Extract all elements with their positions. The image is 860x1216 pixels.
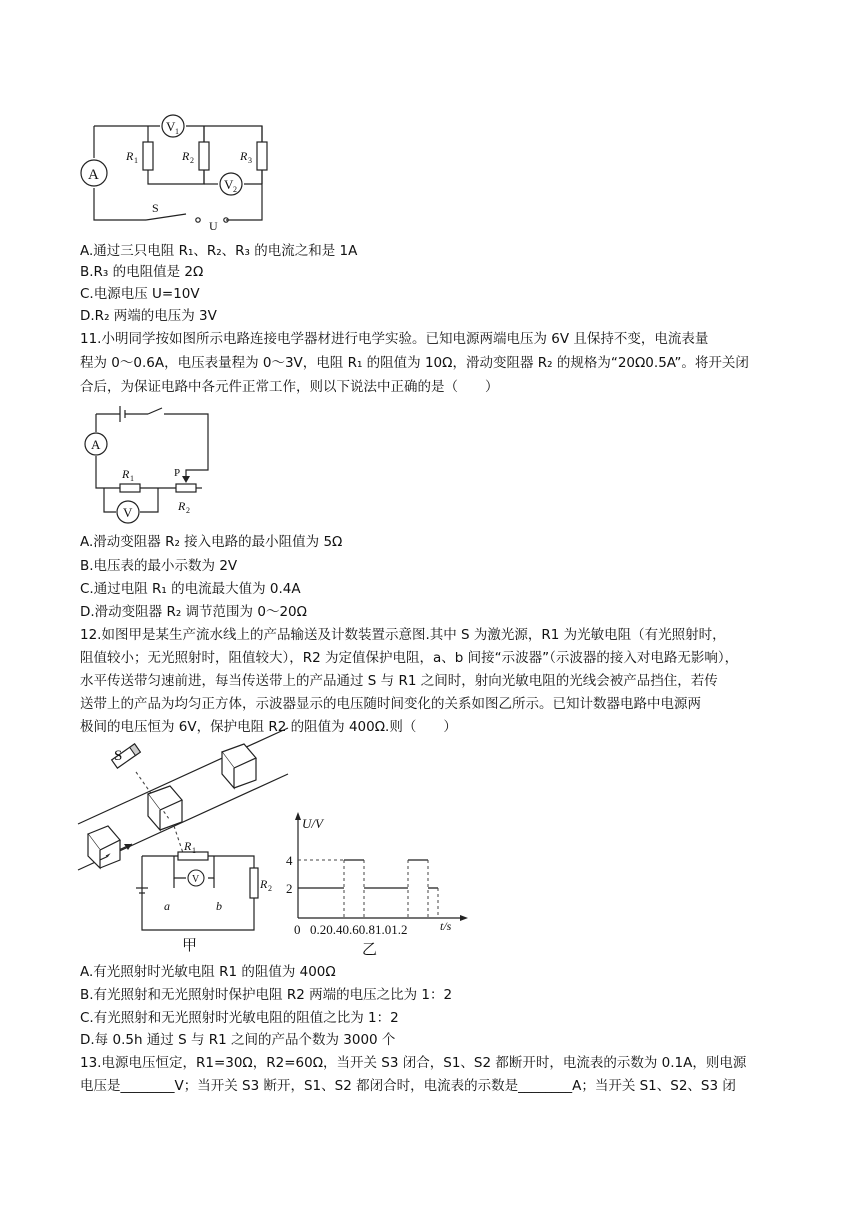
waveform bbox=[298, 860, 438, 888]
q12-stem-line-1: 12.如图甲是某生产流水线上的产品输送及计数装置示意图.其中 S 为激光源，R1 为光敏电阻（有光照射时， bbox=[80, 627, 726, 643]
svg-text:乙: 乙 bbox=[362, 940, 378, 958]
resistor-r3 bbox=[257, 142, 267, 170]
q11-stem-line-2: 程为 0～0.6A，电压表量程为 0～3V，电阻 R₁ 的阻值为 10Ω，滑动变阻器 R₂ 的规格为“20Ω0.5A”。将开关闭 bbox=[80, 355, 749, 371]
svg-text:1: 1 bbox=[134, 156, 138, 165]
svg-text:V: V bbox=[123, 505, 133, 520]
svg-text:S: S bbox=[152, 201, 159, 215]
svg-text:2: 2 bbox=[190, 156, 194, 165]
product-cube bbox=[148, 786, 182, 830]
q12-stem-line-4: 送带上的产品为均匀正方体，示波器显示的电压随时间变化的关系如图乙所示。已知计数器电路中电源两 bbox=[80, 696, 701, 712]
svg-text:U: U bbox=[209, 219, 218, 233]
svg-text:1: 1 bbox=[130, 474, 134, 483]
svg-text:R: R bbox=[182, 149, 190, 163]
svg-text:R: R bbox=[178, 499, 186, 513]
q11-option-b: B.电压表的最小示数为 2V bbox=[80, 558, 238, 574]
svg-text:R: R bbox=[126, 149, 134, 163]
svg-text:a: a bbox=[164, 899, 170, 913]
svg-text:t/s: t/s bbox=[440, 919, 452, 933]
svg-text:b: b bbox=[216, 899, 222, 913]
q10-option-d: D.R₂ 两端的电压为 3V bbox=[80, 308, 217, 324]
svg-text:甲: 甲 bbox=[182, 936, 198, 954]
svg-text:2: 2 bbox=[268, 884, 272, 893]
q11-option-a: A.滑动变阻器 R₂ 接入电路的最小阻值为 5Ω bbox=[80, 534, 343, 550]
svg-text:0: 0 bbox=[294, 922, 301, 937]
svg-text:R: R bbox=[260, 877, 268, 891]
svg-text:2: 2 bbox=[286, 881, 293, 896]
svg-text:4: 4 bbox=[286, 853, 293, 868]
q11-stem-line-1: 11.小明同学按如图所示电路连接电学器材进行电学实验。已知电源两端电压为 6V 且保持不变，电流表量 bbox=[80, 331, 709, 347]
resistor-r1 bbox=[143, 142, 153, 170]
q12-stem-line-3: 水平传送带匀速前进，每当传送带上的产品通过 S 与 R1 之间时，射向光敏电阻的光线会被产品挡住，若传 bbox=[80, 673, 718, 689]
svg-text:2: 2 bbox=[233, 185, 237, 194]
svg-text:R: R bbox=[240, 149, 248, 163]
svg-text:2: 2 bbox=[186, 506, 190, 515]
resistor-r1 bbox=[120, 484, 140, 492]
q10-option-b: B.R₃ 的电阻值是 2Ω bbox=[80, 264, 204, 280]
svg-text:0.20.40.60.81.01.2: 0.20.40.60.81.01.2 bbox=[310, 922, 408, 937]
svg-text:V: V bbox=[224, 177, 234, 192]
slide-rheostat-r2 bbox=[176, 484, 196, 492]
q12-stem-line-2: 阻值较小；无光照射时，阻值较大），R2 为定值保护电阻，a、b 间接“示波器”（示波器的接入对电路无影响）， bbox=[80, 650, 739, 666]
svg-text:V: V bbox=[192, 874, 200, 885]
q13-stem-line-1: 13.电源电压恒定，R1=30Ω，R2=60Ω，当开关 S3 闭合，S1、S2 都断开时，电流表的示数为 0.1A，则电源 bbox=[80, 1055, 747, 1071]
svg-text:P: P bbox=[174, 467, 181, 479]
svg-text:U/V: U/V bbox=[302, 816, 323, 831]
q12-option-a: A.有光照射时光敏电阻 R1 的阻值为 400Ω bbox=[80, 964, 336, 980]
q12-stem-line-5: 极间的电压恒为 6V，保护电阻 R2 的阻值为 400Ω.则（ ） bbox=[80, 719, 457, 735]
svg-text:R: R bbox=[184, 839, 192, 853]
svg-text:1: 1 bbox=[192, 846, 196, 855]
svg-text:3: 3 bbox=[248, 156, 252, 165]
resistor-r2 bbox=[250, 868, 258, 898]
q11-stem-line-3: 合后，为保证电路中各元件正常工作，则以下说法中正确的是（ ） bbox=[80, 379, 499, 395]
voltage-time-graph-yi bbox=[288, 812, 478, 962]
circuit-figure-1 bbox=[76, 108, 276, 236]
q12-option-b: B.有光照射和无光照射时保护电阻 R2 两端的电压之比为 1：2 bbox=[80, 987, 453, 1003]
q12-option-d: D.每 0.5h 通过 S 与 R1 之间的产品个数为 3000 个 bbox=[80, 1032, 396, 1048]
q11-option-c: C.通过电阻 R₁ 的电流最大值为 0.4A bbox=[80, 581, 301, 597]
svg-text:A: A bbox=[88, 167, 99, 183]
product-cube bbox=[88, 826, 120, 868]
circuit-figure-2 bbox=[78, 400, 218, 524]
q11-option-d: D.滑动变阻器 R₂ 调节范围为 0～20Ω bbox=[80, 604, 307, 620]
conveyor-figure-jia bbox=[78, 738, 288, 960]
q12-option-c: C.有光照射和无光照射时光敏电阻的阻值之比为 1：2 bbox=[80, 1010, 399, 1026]
svg-text:S: S bbox=[114, 748, 123, 764]
q13-stem-line-2: 电压是________V；当开关 S3 断开，S1、S2 都闭合时，电流表的示数是________A；当开关 S1、S2、S3 闭 bbox=[80, 1078, 736, 1094]
resistor-r2 bbox=[199, 142, 209, 170]
svg-text:A: A bbox=[91, 437, 101, 452]
q10-option-c: C.电源电压 U=10V bbox=[80, 286, 200, 302]
svg-text:1: 1 bbox=[175, 127, 179, 136]
svg-text:V: V bbox=[166, 119, 176, 134]
svg-text:R: R bbox=[122, 467, 130, 481]
q10-option-a: A.通过三只电阻 R₁、R₂、R₃ 的电流之和是 1A bbox=[80, 243, 358, 259]
product-cube bbox=[222, 744, 256, 788]
